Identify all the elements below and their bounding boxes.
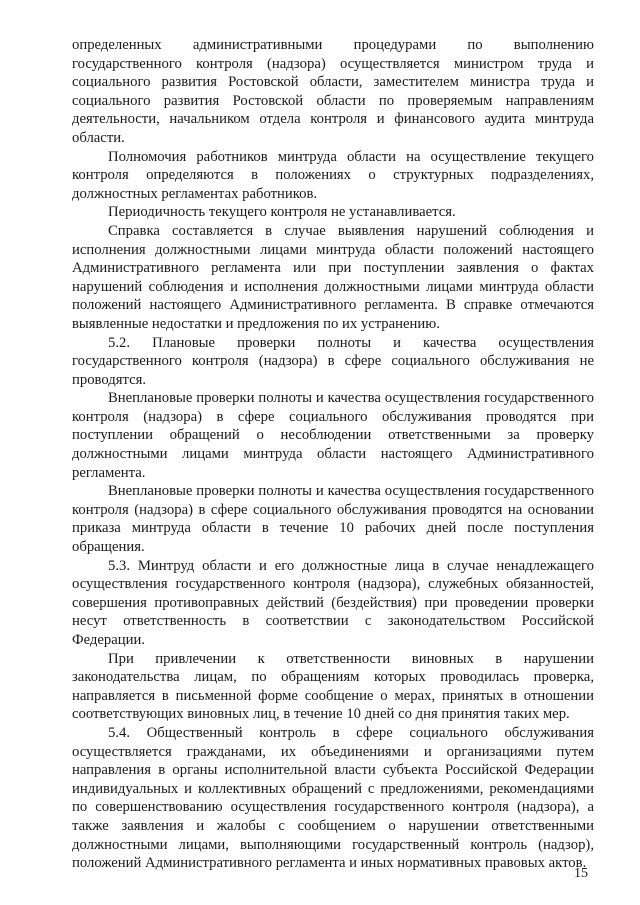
paragraph-section-5-4: 5.4. Общественный контроль в сфере социального обслуживания осуществляется гражданами, их объединениями и организациями путем направления в органы исполнительной власти субъекта Российской Федерации индивидуальных и коллективных обращений с предложениями, рекомендациями по совершенствованию осуществления государственного контроля (надзора), а также заявления и жалобы с сообщением о нарушении ответственными должностными лицами, выполняющими государственный контроль (надзор), положений Административного регламента и иных нормативных правовых актов. — [72, 724, 594, 872]
paragraph-liability: При привлечении к ответственности виновных в нарушении законодательства лицам, по обращениям которых проводилась проверка, направляется в письменной форме сообщение о мерах, принятых в отношении соответствующих виновных лиц, в течение 10 дней со дня принятия таких мер. — [72, 650, 594, 723]
paragraph-unplanned-order: Внеплановые проверки полноты и качества осуществления государственного контроля (надзора) в сфере социального обслуживания проводятся на основании приказа минтруда области в течение 10 рабочих дней после поступления обращения. — [72, 483, 594, 556]
paragraph-periodicity: Периодичность текущего контроля не устанавливается. — [108, 204, 456, 221]
paragraph-unplanned-appeals: Внеплановые проверки полноты и качества осуществления государственного контроля (надзора) в сфере социального обслуживания проводятся при поступлении обращений о несоблюдении ответственными за проверку должностными лицами минтруда области настоящего Административного регламента. — [72, 390, 594, 481]
paragraph-section-5-2: 5.2. Плановые проверки полноты и качества осуществления государственного контроля (надзора) в сфере социального обслуживания не проводятся. — [72, 334, 594, 388]
paragraph-powers: Полномочия работников минтруда области на осуществление текущего контроля определяются в положениях о структурных подразделениях, должностных регламентах работников. — [72, 148, 594, 202]
page-number: 15 — [574, 866, 588, 881]
paragraph-reference: Справка составляется в случае выявления нарушений соблюдения и исполнения должностными лицами минтруда области положений настоящего Административного регламента или при поступлении заявления о фактах нарушений соблюдения и исполнения должностными лицами минтруда области положений настоящего Административного регламента. В справке отмечаются выявленные недостатки и предложения по их устранению. — [72, 222, 594, 332]
paragraph-section-5-3: 5.3. Минтруд области и его должностные лица в случае ненадлежащего осуществления государственного контроля (надзора), служебных обязанностей, совершения противоправных действий (бездействия) при проведении проверки несут ответственность в соответствии с законодательством Российской Федерации. — [72, 557, 594, 648]
paragraph-continuation: определенных административными процедурами по выполнению государственного контроля (надзора) осуществляется министром труда и социального развития Ростовской области, заместителем министра труда и социального развития Ростовской области по проверяемым направлениям деятельности, начальником отдела контроля и финансового аудита минтруда области. — [72, 37, 594, 146]
document-page — [72, 36, 594, 873]
